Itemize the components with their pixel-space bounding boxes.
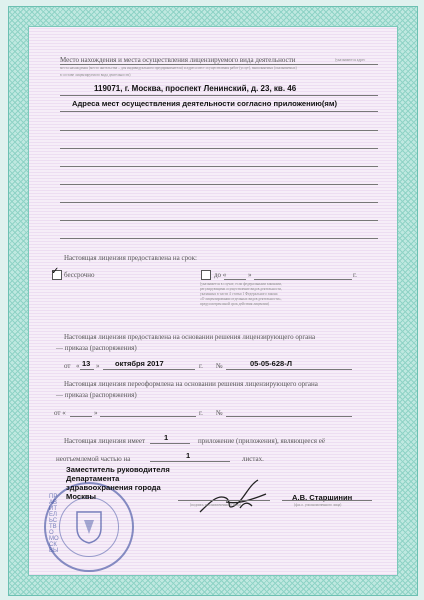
basis-line-2: — приказа (распоряжения) <box>56 344 137 352</box>
reissue-line-1: Настоящая лицензия переоформлена на основании решения лицензирующего органа <box>64 380 318 388</box>
position-line-3: здравоохранения города <box>66 483 161 492</box>
reissue-mid: » <box>94 409 98 417</box>
place-note-2: места нахождения (место жительства – для индивидуального предпринимателя) и адреса мест осуществления работ (услуг), выполняемых (оказываемых) <box>60 66 297 70</box>
basis-number-label: № <box>216 362 223 370</box>
coat-of-arms-icon <box>74 510 104 544</box>
position-line-4: Москвы <box>66 492 97 501</box>
appendix-sheets: 1 <box>186 451 191 460</box>
position-line-2: Департамента <box>66 474 120 483</box>
term-label: Настоящая лицензия предоставлена на срок: <box>64 254 197 262</box>
position-line-1: Заместитель руководителя <box>66 465 170 474</box>
name-note: (ф.и.о. уполномоченного лица) <box>294 503 342 507</box>
term-note-5: предусмотрен иной срок действия лицензии) <box>200 302 269 306</box>
appendix-sheets-suffix: листах. <box>242 455 264 463</box>
basis-number: 05-05-628-Л <box>250 359 292 368</box>
basis-day: 13 <box>82 359 91 368</box>
basis-quote-open: « <box>76 362 80 370</box>
until-checkbox <box>201 270 211 280</box>
until-mid: » <box>248 271 252 279</box>
appendix-count: 1 <box>164 433 169 442</box>
basis-month-year: октября 2017 <box>115 359 164 368</box>
reissue-line-2: — приказа (распоряжения) <box>56 391 137 399</box>
checkmark-icon: ✓ <box>51 266 60 277</box>
reissue-from: от « <box>54 409 66 417</box>
basis-year-suffix: г. <box>199 362 203 370</box>
basis-line-1: Настоящая лицензия предоставлена на основании решения лицензирующего органа <box>64 333 316 341</box>
basis-quote-close: » <box>96 362 100 370</box>
appendix-has-suffix: приложение (приложения), являющееся её <box>198 437 325 445</box>
sign-note: (подпись уполномоченного лица) <box>190 503 242 507</box>
appendix-has-prefix: Настоящая лицензия имеет <box>64 437 146 445</box>
place-note-3: в составе лицензируемого вида деятельности) <box>60 73 131 77</box>
place-note-1: (указываются адрес <box>335 58 366 62</box>
until-prefix: до « <box>214 271 227 279</box>
license-address: 119071, г. Москва, проспект Ленинский, д. 23, кв. 46 <box>94 84 297 93</box>
signatory-name: А.В. Старшинин <box>292 493 353 502</box>
reissue-number-label: № <box>216 409 223 417</box>
term-note-1: (указывается в случае, если федеральными законами, <box>200 282 282 286</box>
basis-from: от <box>64 362 71 370</box>
term-note-3: указанных в части 4 статьи 1 Федерального закона <box>200 292 278 296</box>
term-note-2: регулирующими осуществление видов деятельности, <box>200 287 282 291</box>
place-title: Место нахождения и места осуществления лицензируемого вида деятельности <box>60 56 296 64</box>
term-note-4: «О лицензировании отдельных видов деятельности», <box>200 297 282 301</box>
until-year: г. <box>353 271 357 279</box>
indefinite-label: бессрочно <box>64 271 95 279</box>
stamp-text: ПРАВИТЕЛЬСТВО МОСКВЫ <box>49 494 59 554</box>
signature <box>196 472 270 518</box>
reissue-year-suffix: г. <box>199 409 203 417</box>
appendix-integral-prefix: неотъемлемой частью на <box>56 455 131 463</box>
addresses-appendix: Адреса мест осуществления деятельности согласно приложению(ям) <box>72 99 337 108</box>
